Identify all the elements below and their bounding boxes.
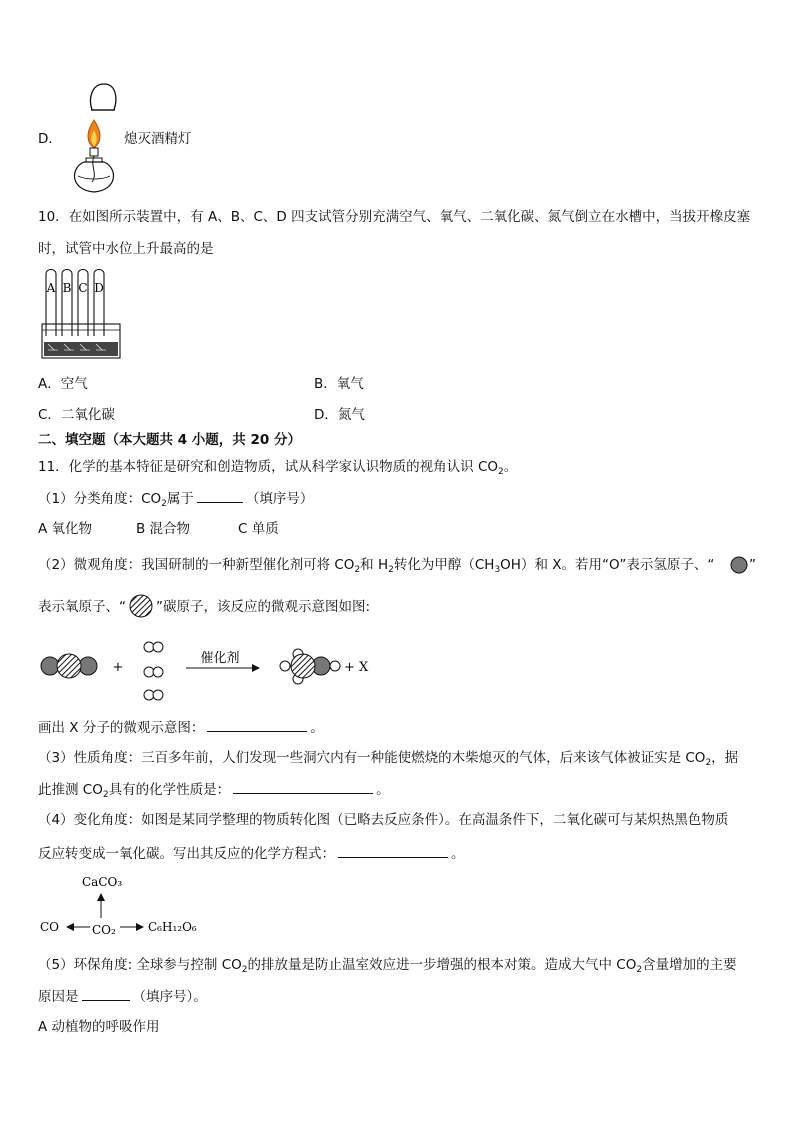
q11-part1-option-c: C 单质 [238,521,279,537]
test-tube-apparatus [40,266,130,366]
q10-option-a: A．空气 [38,376,88,392]
reaction-diagram [38,642,438,702]
answer-blank [338,844,448,858]
methanol-molecule [280,649,340,684]
conversion-diagram [38,872,218,942]
q11-part5-line2: 原因是 （填序号）。 [38,989,207,1005]
option-d-text: 熄灭酒精灯 [124,131,192,147]
q11-part1-option-b: B 混合物 [136,521,191,537]
q11-part3-line1: （3）性质角度：三百多年前，人们发现一些洞穴内有一种能使燃烧的木柴熄灭的气体，后来该气体被证实是 $CO_2$，据 [38,750,739,768]
q11-part2-line2: 表示氧原子、“ ”碳原子，该反应的微观示意图如图: [38,599,371,615]
q11-part3-line2: 此推测 $CO_2$具有的化学性质是： 。 [38,782,390,800]
co-label: CO [40,920,60,934]
h2-molecules [144,642,163,700]
oxygen-atom-icon [729,556,749,576]
section-heading: 二、填空题（本大题共 4 小题，共 20 分） [38,432,301,448]
answer-blank [207,718,307,732]
q10-stem-line2: 时，试管中水位上升最高的是 [38,241,214,257]
cap-icon [84,80,124,120]
answer-blank [197,489,243,503]
alcohol-lamp-icon [66,118,126,198]
carbon-atom-icon [128,593,158,623]
tube-label-c: C [78,281,88,295]
q11-part2-line1-end: ” [749,557,756,573]
q11-part1-option-a: A 氧化物 [38,521,93,537]
catalyst-label: 催化剂 [200,651,240,666]
co2-label: CO₂ [92,923,116,937]
q11-intro: 11．化学的基本特征是研究和创造物质，试从科学家认识物质的视角认识 $CO_2$。 [38,459,518,477]
q11-part2-line1: （2）微观角度：我国研制的一种新型催化剂可将 $CO_2$和 $H_2$转化为甲醇$(CH_3OH)$和 X。若用“O”表示氢原子、“ [38,557,715,575]
q11-part4-line2: 反应转变成一氧化碳。写出其反应的化学方程式： 。 [38,846,465,862]
plus-sign: + [112,660,124,675]
x-product: + X [344,660,369,675]
q10-option-d: D．氮气 [314,407,365,423]
q10-option-c: C．二氧化碳 [38,407,115,423]
caco3-label: CaCO₃ [82,875,123,889]
option-d-letter: D． [38,131,62,147]
q10-stem-line1: 10．在如图所示装置中，有 A、B、C、D 四支试管分别充满空气、氧气、二氧化碳、氮气倒立在水槽中，当拔开橡皮塞 [38,209,751,225]
tube-label-a: A [46,281,56,295]
tube-label-b: B [62,281,72,295]
tube-label-d: D [94,281,104,295]
answer-blank [233,780,373,794]
q11-part5-option-a: A 动植物的呼吸作用 [38,1019,160,1035]
q11-part4-line1: （4）变化角度：如图是某同学整理的物质转化图（已略去反应条件）。在高温条件下，二氧化碳可与某炽热黑色物质 [38,812,729,828]
q11-part5-line1: （5）环保角度: 全球参与控制 $CO_2$的排放量是防止温室效应进一步增强的根本对策。造成大气中 $CO_2$含量增加的主要 [38,957,737,975]
q11-draw-x: 画出 X 分子的微观示意图： 。 [38,720,324,736]
c6h12o6-label: C₆H₁₂O₆ [148,920,197,934]
q10-option-b: B．氧气 [314,376,364,392]
q11-part1: （1）分类角度：$CO_2$属于 （填序号） [38,491,314,509]
answer-blank [82,987,130,1001]
co2-molecule [41,654,97,678]
